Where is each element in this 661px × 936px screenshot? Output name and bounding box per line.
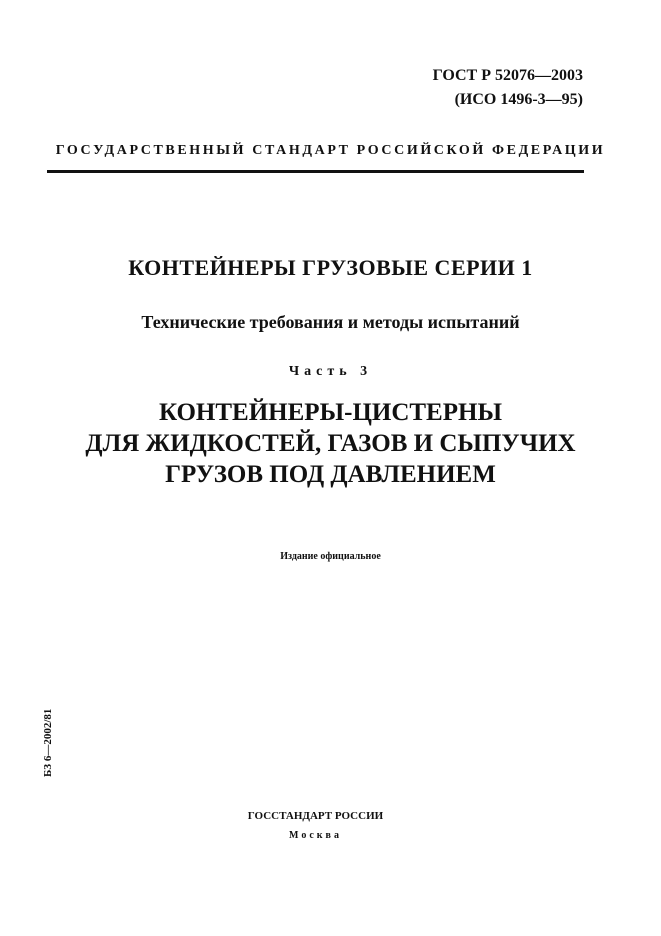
document-subtitle: Технические требования и методы испытаний bbox=[141, 312, 520, 332]
standard-code-block bbox=[433, 64, 583, 112]
header-divider bbox=[47, 170, 584, 173]
document-title: КОНТЕЙНЕРЫ ГРУЗОВЫЕ СЕРИИ 1 bbox=[128, 255, 533, 280]
part-number: Часть 3 bbox=[288, 364, 373, 379]
part-title-line: КОНТЕЙНЕРЫ-ЦИСТЕРНЫ bbox=[158, 399, 503, 426]
part-title bbox=[0, 397, 661, 490]
state-standard-heading: ГОСУДАРСТВЕННЫЙ СТАНДАРТ РОССИЙСКОЙ ФЕДЕРАЦИИ bbox=[55, 143, 606, 158]
iso-reference: (ИСО 1496-3—95) bbox=[454, 91, 583, 108]
publication-city: Москва bbox=[289, 830, 342, 841]
standard-number: ГОСТ Р 52076—2003 bbox=[432, 67, 583, 84]
part-title-line: ГРУЗОВ ПОД ДАВЛЕНИЕМ bbox=[165, 461, 496, 488]
edition-note: Издание официальное bbox=[280, 551, 381, 562]
part-title-line: ДЛЯ ЖИДКОСТЕЙ, ГАЗОВ И СЫПУЧИХ bbox=[85, 430, 576, 457]
side-catalog-code: БЗ 6—2002/81 bbox=[42, 708, 54, 777]
publisher: ГОССТАНДАРТ РОССИИ bbox=[247, 810, 384, 822]
